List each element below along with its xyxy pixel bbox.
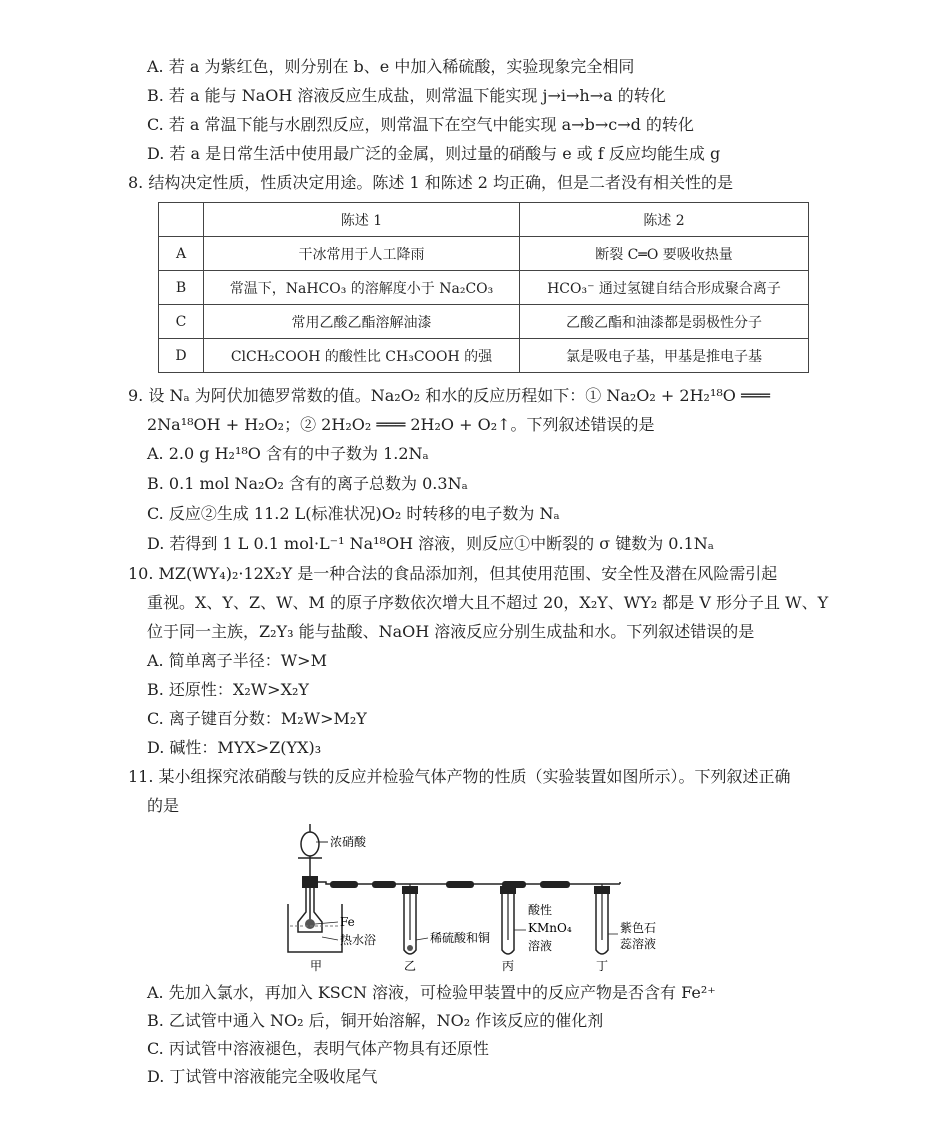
table-row: [159, 237, 809, 271]
label-yi: 乙: [404, 959, 417, 973]
table-cell: HCO₃⁻ 通过氢键自结合形成聚合离子: [520, 271, 809, 305]
table-cell: 常温下，NaHCO₃ 的溶解度小于 Na₂CO₃: [204, 271, 520, 305]
label-kmno4: KMnO₄: [528, 921, 572, 935]
table-cell: B: [159, 271, 204, 305]
label-fe: Fe: [340, 915, 355, 929]
q10-stem-line2: 重视。X、Y、Z、W、M 的原子序数依次增大且不超过 20，X₂Y、WY₂ 都是 V 形分子且 W、Y: [147, 593, 829, 612]
table-header-cell: [159, 203, 204, 237]
q9-option-a: A. 2.0 g H₂¹⁸O 含有的中子数为 1.2Nₐ: [147, 444, 429, 463]
q7-option-b: B. 若 a 能与 NaOH 溶液反应生成盐，则常温下能实现 j→i→h→a 的转化: [147, 86, 666, 105]
label-solution: 溶液: [528, 939, 553, 953]
q8-table: [158, 202, 809, 373]
label-bing: 丙: [502, 959, 515, 973]
table-header-cell: 陈述 1: [204, 203, 520, 237]
q10-stem-line1: 10. MZ(WY₄)₂·12X₂Y 是一种合法的食品添加剂，但其使用范围、安全性及潜在风险需引起: [128, 564, 778, 583]
water-bath-beaker-icon: [288, 904, 342, 952]
table-cell: 常用乙酸乙酯溶解油漆: [204, 305, 520, 339]
table-cell: 乙酸乙酯和油漆都是弱极性分子: [520, 305, 809, 339]
label-litmus-1: 紫色石: [620, 921, 657, 935]
q9-option-d: D. 若得到 1 L 0.1 mol·L⁻¹ Na¹⁸OH 溶液，则反应①中断裂的 σ 键数为 0.1Nₐ: [147, 534, 714, 553]
table-header-cell: 陈述 2: [520, 203, 809, 237]
separatory-funnel-icon: [298, 824, 328, 922]
q9-stem-line2: 2Na¹⁸OH + H₂O₂；② 2H₂O₂ ═══ 2H₂O + O₂↑。下列叙述错误的是: [147, 415, 655, 434]
table-cell: A: [159, 237, 204, 271]
q11-stem-line1: 11. 某小组探究浓硝酸与铁的反应并检验气体产物的性质（实验装置如图所示）。下列叙述正确: [128, 767, 791, 786]
apparatus-figure: [280, 822, 680, 974]
label-conc-nitric: 浓硝酸: [330, 835, 367, 849]
q10-option-a: A. 简单离子半径：W>M: [147, 651, 327, 670]
table-cell: 氯是吸电子基，甲基是推电子基: [520, 339, 809, 373]
q11-option-d: D. 丁试管中溶液能完全吸收尾气: [147, 1067, 378, 1086]
q11-option-c: C. 丙试管中溶液褪色，表明气体产物具有还原性: [147, 1039, 489, 1058]
q11-option-a: A. 先加入氯水，再加入 KSCN 溶液，可检验甲装置中的反应产物是否含有 Fe²⁺: [147, 983, 716, 1002]
label-litmus-2: 蕊溶液: [620, 937, 657, 951]
q7-option-c: C. 若 a 常温下能与水剧烈反应，则常温下在空气中能实现 a→b→c→d 的转化: [147, 115, 694, 134]
q10-option-d: D. 碱性：MYX>Z(YX)₃: [147, 738, 322, 757]
label-acidic: 酸性: [528, 903, 553, 917]
label-hot-water: 热水浴: [340, 933, 377, 947]
q10-stem-line3: 位于同一主族，Z₂Y₃ 能与盐酸、NaOH 溶液反应分别生成盐和水。下列叙述错误的是: [147, 622, 755, 641]
table-cell: 断裂 C═O 要吸收热量: [520, 237, 809, 271]
q7-option-a: A. 若 a 为紫红色，则分别在 b、e 中加入稀硫酸，实验现象完全相同: [147, 57, 635, 76]
label-ding: 丁: [596, 959, 609, 973]
iron-icon: [305, 919, 315, 929]
table-header-row: [159, 203, 809, 237]
table-cell: D: [159, 339, 204, 373]
label-dilute-sulfuric: 稀硫酸和铜: [430, 931, 491, 945]
q10-option-b: B. 还原性：X₂W>X₂Y: [147, 680, 309, 699]
q11-option-b: B. 乙试管中通入 NO₂ 后，铜开始溶解，NO₂ 作该反应的催化剂: [147, 1011, 604, 1030]
table-cell: ClCH₂COOH 的酸性比 CH₃COOH 的强: [204, 339, 520, 373]
q8-stem: 8. 结构决定性质，性质决定用途。陈述 1 和陈述 2 均正确，但是二者没有相关性的是: [128, 173, 734, 192]
q9-option-c: C. 反应②生成 11.2 L(标准状况)O₂ 时转移的电子数为 Nₐ: [147, 504, 560, 523]
label-jia: 甲: [310, 959, 323, 973]
q10-option-c: C. 离子键百分数：M₂W>M₂Y: [147, 709, 367, 728]
stopper-icon: [302, 876, 318, 888]
table-cell: C: [159, 305, 204, 339]
q11-stem-line2: 的是: [147, 796, 180, 815]
table-row: [159, 339, 809, 373]
q9-option-b: B. 0.1 mol Na₂O₂ 含有的离子总数为 0.3Nₐ: [147, 474, 468, 493]
table-row: [159, 305, 809, 339]
table-cell: 干冰常用于人工降雨: [204, 237, 520, 271]
table-row: [159, 271, 809, 305]
q7-option-d: D. 若 a 是日常生活中使用最广泛的金属，则过量的硝酸与 e 或 f 反应均能生成 g: [147, 144, 721, 163]
q9-stem-line1: 9. 设 Nₐ 为阿伏加德罗常数的值。Na₂O₂ 和水的反应历程如下：① Na₂O₂ + 2H₂¹⁸O ═══: [128, 386, 770, 405]
